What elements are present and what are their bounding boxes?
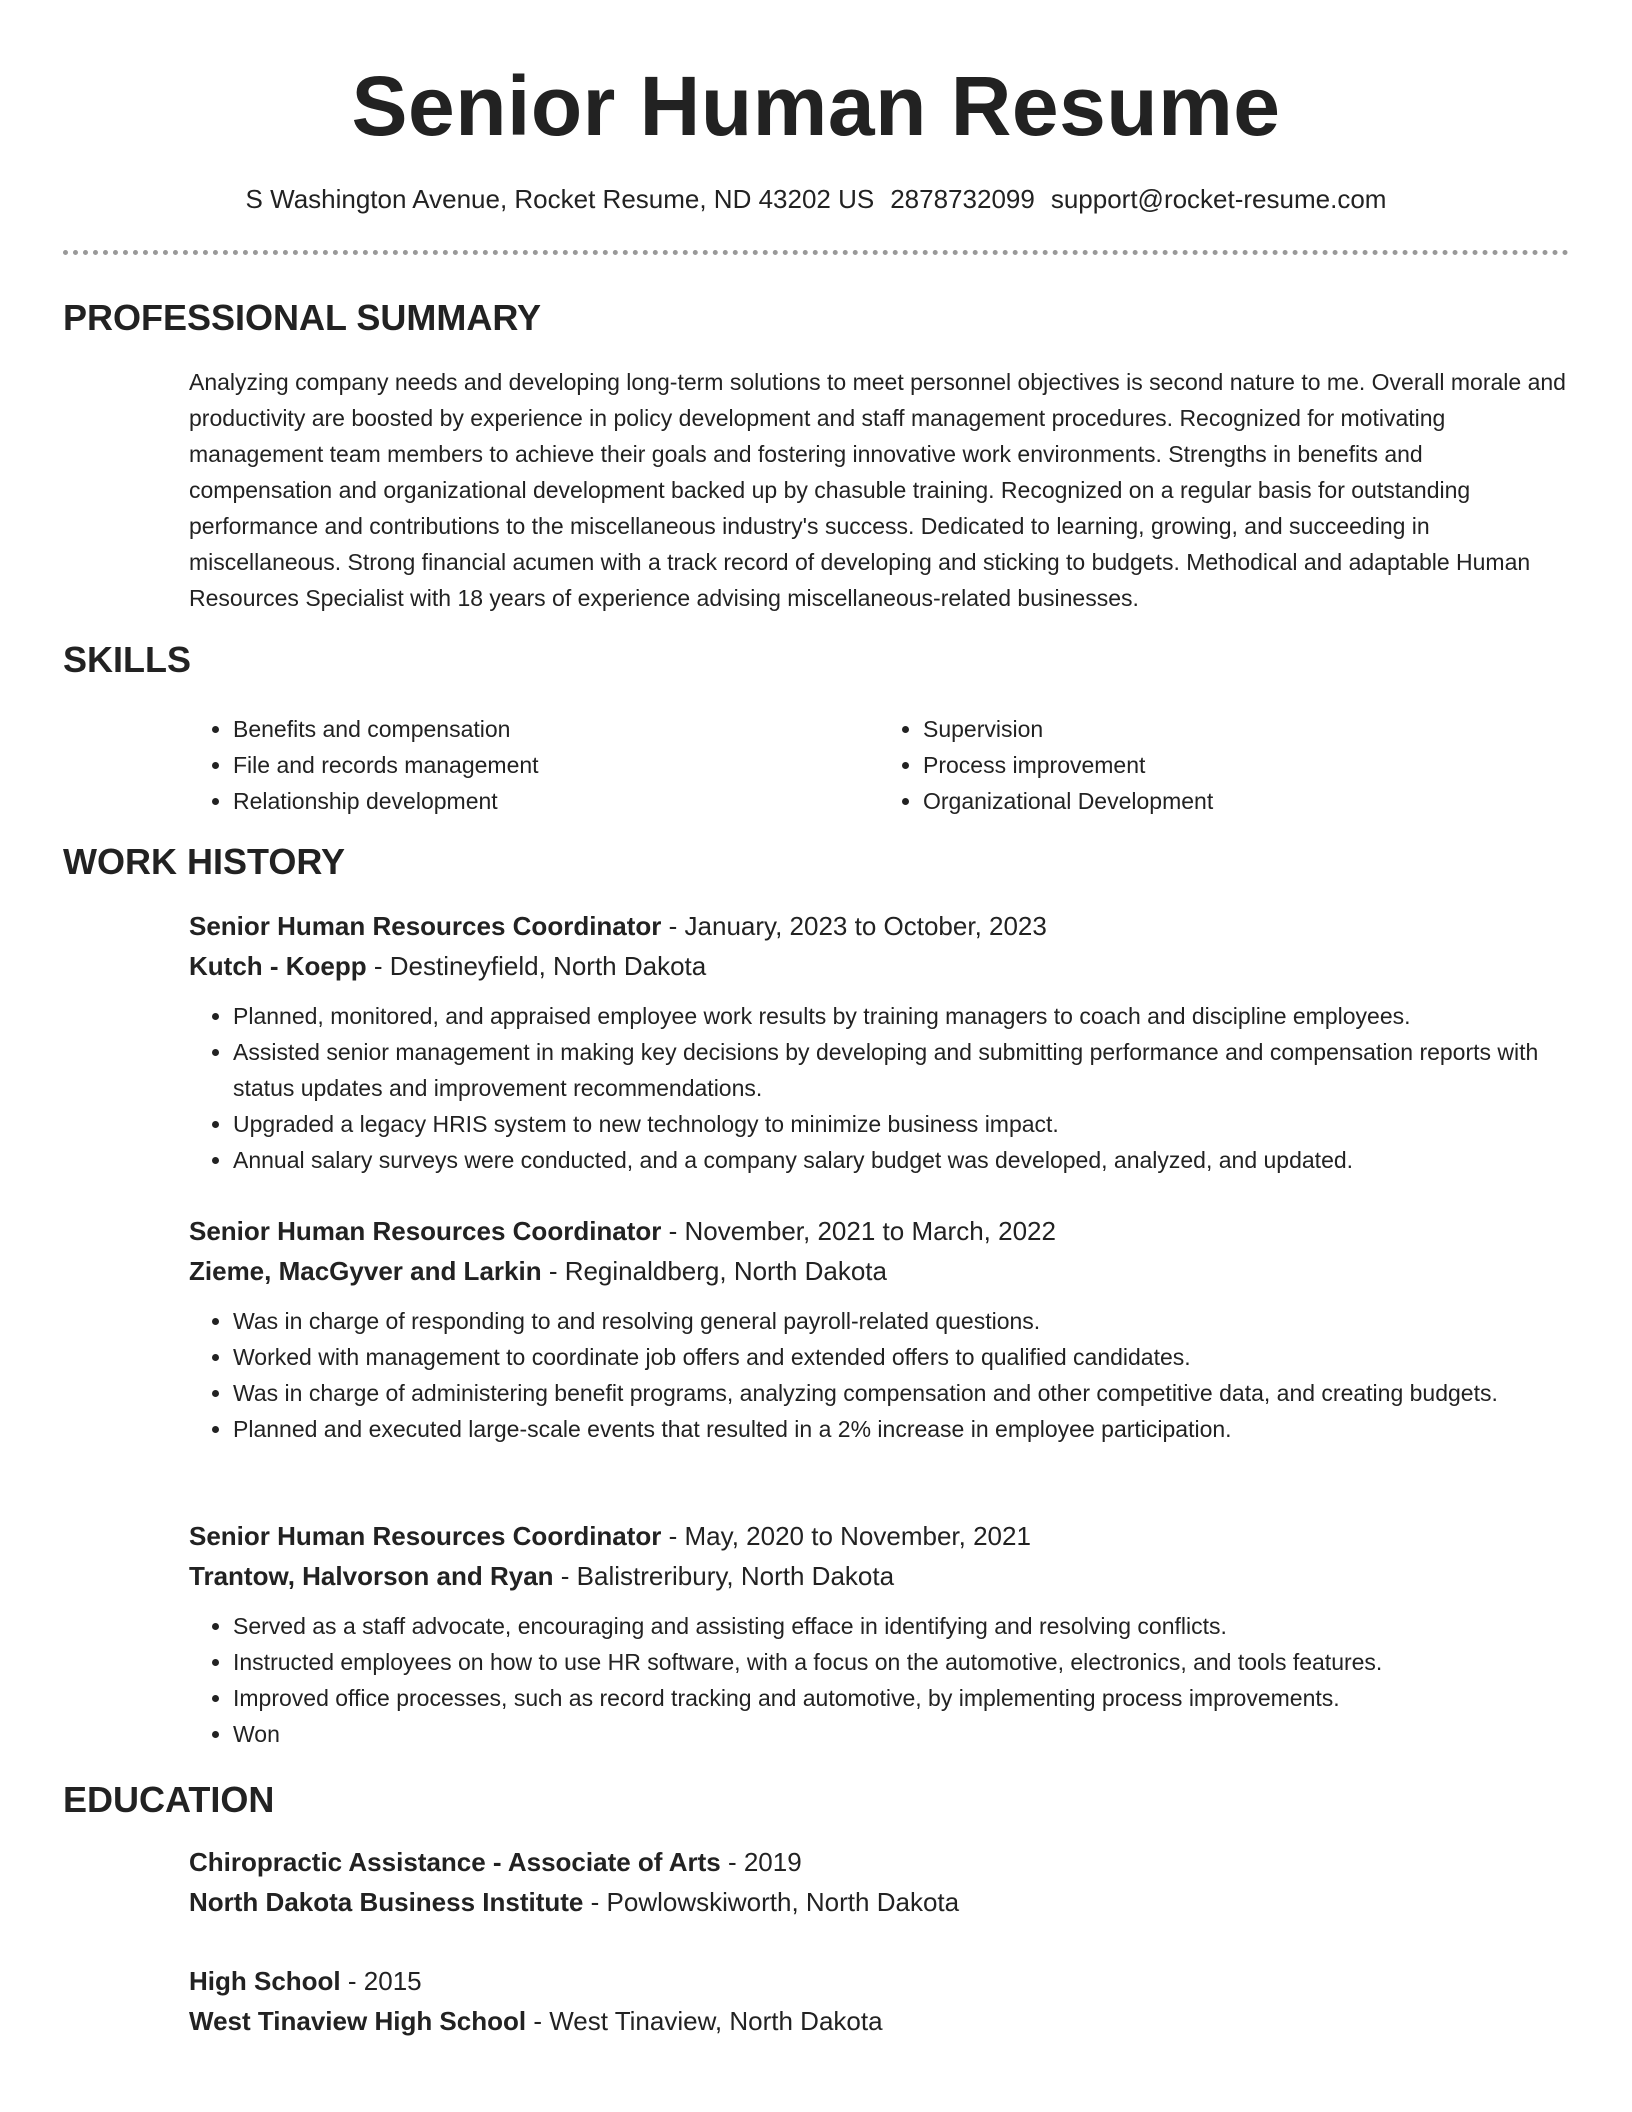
education-degree-line [189,1842,1569,1882]
education-school-line [189,1882,1569,1922]
skill-item: • Organizational Development [923,783,1569,819]
job-bullet: • Instructed employees on how to use HR software, with a focus on the automotive, electronics, and tools features. [233,1644,1569,1680]
job-bullets [189,998,1569,1178]
job-role: Senior Human Resources Coordinator [189,1216,662,1246]
skills-list [189,711,1569,819]
job-bullet: • Won [233,1716,1569,1752]
job-bullet: • Planned and executed large-scale events that resulted in a 2% increase in employee participation. [233,1411,1569,1447]
education-entry [189,1842,1569,1922]
skill-item: • Benefits and compensation [233,711,879,747]
contact-email: support@rocket-resume.com [1050,184,1387,214]
job-location: - Balistreribury, North Dakota [553,1561,895,1591]
work-history-heading: WORK HISTORY [63,841,346,882]
job-location: - Destineyfield, North Dakota [366,951,707,981]
summary-heading: PROFESSIONAL SUMMARY [63,297,542,338]
skill-item: • Process improvement [923,747,1569,783]
job-role: Senior Human Resources Coordinator [189,1521,662,1551]
job-bullet: • Worked with management to coordinate job offers and extended offers to qualified candidates. [233,1339,1569,1375]
skill-item: • Supervision [923,711,1569,747]
job-dates: - May, 2020 to November, 2021 [661,1521,1031,1551]
skill-item: • File and records management [233,747,879,783]
education-degree: Chiropractic Assistance - Associate of Arts [189,1847,721,1877]
job-entry [189,906,1569,1178]
job-bullet: • Assisted senior management in making key decisions by developing and submitting performance and compensation reports with status updates and improvement recommendations. [233,1034,1569,1106]
education-school-line [189,2001,1569,2041]
header-divider [63,250,1569,255]
job-bullet: • Annual salary surveys were conducted, and a company salary budget was developed, analyzed, and updated. [233,1142,1569,1178]
education-location: - West Tinaview, North Dakota [526,2006,883,2036]
education-school: North Dakota Business Institute [189,1887,584,1917]
job-location: - Reginaldberg, North Dakota [541,1256,887,1286]
job-title-line [189,1516,1569,1556]
education-degree-line [189,1961,1569,2001]
job-dates: - November, 2021 to March, 2022 [661,1216,1056,1246]
job-company-line [189,1251,1569,1291]
summary-text: Analyzing company needs and developing long-term solutions to meet personnel objectives is second nature to me. Overall morale and productivity are boosted by experience in policy development and staff management procedures. Recognized for motivating management team members to achieve their goals and fostering innovative work environments. Strengths in benefits and compensation and organizational development backed up by chasuble training. Recognized on a regular basis for outstanding performance and contributions to the miscellaneous industry's success. Dedicated to learning, growing, and succeeding in miscellaneous. Strong financial acumen with a track record of developing and sticking to budgets. Methodical and adaptable Human Resources Specialist with 18 years of experience advising miscellaneous-related businesses. [189,369,1566,611]
job-title-line [189,1211,1569,1251]
skill-item: • Relationship development [233,783,879,819]
skills-heading: SKILLS [63,639,192,680]
education-year: - 2019 [720,1847,802,1877]
education-degree: High School [189,1966,341,1996]
skills-column-right [879,711,1569,819]
job-bullets [189,1303,1569,1447]
job-company-line [189,1556,1569,1596]
education-school: West Tinaview High School [189,2006,527,2036]
skills-column-left [189,711,879,819]
job-role: Senior Human Resources Coordinator [189,911,662,941]
job-bullet: • Was in charge of administering benefit programs, analyzing compensation and other competitive data, and creating budgets. [233,1375,1569,1411]
job-company-line [189,946,1569,986]
job-company: Kutch - Koepp [189,951,367,981]
job-title-line [189,906,1569,946]
education-year: - 2015 [340,1966,422,1996]
resume-name: Senior Human Resume [351,59,1281,153]
job-bullet: • Planned, monitored, and appraised employee work results by training managers to coach and discipline employees. [233,998,1569,1034]
job-bullet: • Was in charge of responding to and resolving general payroll-related questions. [233,1303,1569,1339]
contact-phone: 2878732099 [890,184,1035,214]
job-bullet: • Served as a staff advocate, encouraging and assisting efface in identifying and resolving conflicts. [233,1608,1569,1644]
education-location: - Powlowskiworth, North Dakota [583,1887,960,1917]
job-bullet: • Improved office processes, such as record tracking and automotive, by implementing process improvements. [233,1680,1569,1716]
job-entry [189,1516,1569,1752]
education-heading: EDUCATION [63,1779,275,1820]
job-company: Trantow, Halvorson and Ryan [189,1561,554,1591]
job-dates: - January, 2023 to October, 2023 [661,911,1047,941]
job-company: Zieme, MacGyver and Larkin [189,1256,542,1286]
job-bullets [189,1608,1569,1752]
job-bullet: • Upgraded a legacy HRIS system to new technology to minimize business impact. [233,1106,1569,1142]
job-entry [189,1211,1569,1447]
contact-line [0,182,1632,216]
education-entry [189,1961,1569,2041]
contact-address: S Washington Avenue, Rocket Resume, ND 43202 US [245,184,875,214]
